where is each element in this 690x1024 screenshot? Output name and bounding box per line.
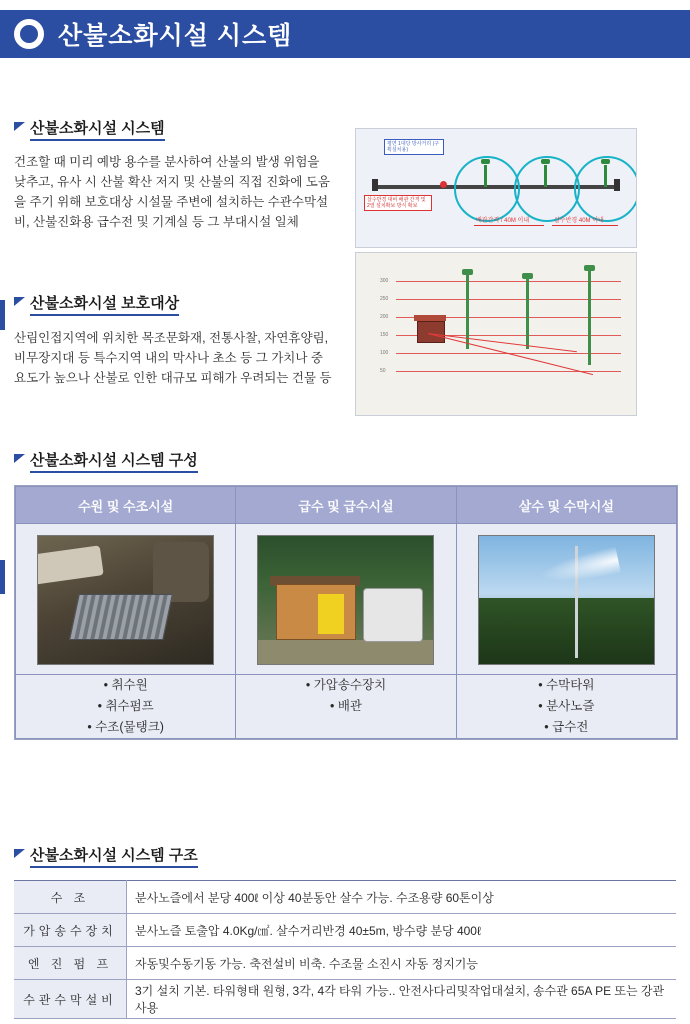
list-item-label: 급수전 xyxy=(552,720,589,734)
list-item: • 급수전 xyxy=(544,720,589,734)
items-cell-supply xyxy=(236,675,456,739)
sprinkler-layout-diagram xyxy=(355,128,637,248)
tower-head-icon xyxy=(584,265,595,271)
composition-table xyxy=(14,485,678,740)
terrain-profile-diagram xyxy=(355,252,637,416)
profile-axis-label: 300 xyxy=(380,278,389,284)
list-item-label: 배관 xyxy=(337,699,362,713)
profile-axis-label: 150 xyxy=(380,332,389,338)
water-tank-shape xyxy=(363,588,423,642)
tower-head-icon xyxy=(462,269,473,275)
ring-logo-icon xyxy=(14,19,44,49)
row-label-engine-pump: 엔 진 펌 프 xyxy=(14,947,127,980)
flag-marker-icon xyxy=(14,849,25,858)
list-item-label: 가압송수장치 xyxy=(313,678,387,692)
profile-axis-label: 250 xyxy=(380,296,389,302)
page-header xyxy=(0,10,690,58)
profile-axis-label: 50 xyxy=(380,368,386,374)
row-value-engine-pump: 자동및수동기동 가능. 축전설비 비축. 수조물 소진시 자동 정지기능 xyxy=(127,947,677,980)
column-header-supply: 급수 및 급수시설 xyxy=(236,487,456,524)
tower-mast xyxy=(526,277,529,349)
column-header-spray: 살수 및 수막시설 xyxy=(456,487,676,524)
diagram-note-blue: 평면 1대당 방사거리 (구획설치용) xyxy=(384,139,444,155)
spray-trajectory-line xyxy=(428,333,593,375)
list-item: • 배관 xyxy=(329,699,362,713)
structure-table xyxy=(14,880,676,1019)
intake-and-water-tank-photo xyxy=(37,535,214,665)
spray-radius-circle xyxy=(514,156,580,222)
section-heading-composition-label: 산불소화시설 시스템 구성 xyxy=(30,452,198,473)
flag-marker-icon xyxy=(14,297,25,306)
section-body-intro: 건조할 때 미리 예방 용수를 분사하여 산불의 발생 위험을 낮추고, 유사 시 산불 확산 저지 및 산불의 직접 진화에 도움을 주기 위해 보호대상 시설물 주변에 설치하는 수관수막설비, 산불진화용 급수전 및 기계실 등 그 부대시설 일체 xyxy=(14,155,330,229)
nozzle-head-icon xyxy=(541,159,550,164)
row-label-pressure-pump: 가압송수장치 xyxy=(14,914,127,947)
intake-pipe-shape xyxy=(37,545,104,584)
table-row xyxy=(14,980,676,1019)
section-heading-target xyxy=(14,295,179,316)
photo-cell-spray xyxy=(456,524,676,675)
list-item-label: 수조(물탱크) xyxy=(95,720,164,734)
list-item: • 취수펌프 xyxy=(97,699,154,713)
list-item: • 수조(물탱크) xyxy=(87,720,164,734)
tower-head-icon xyxy=(522,273,533,279)
row-label-water-tank: 수 조 xyxy=(14,881,127,914)
ground-shape xyxy=(258,640,433,664)
pump-house-shape xyxy=(276,584,356,640)
list-item-label: 수막타워 xyxy=(546,678,595,692)
photo-cell-water-source xyxy=(16,524,236,675)
table-header-row xyxy=(16,487,677,524)
dimension-label-left: 배관간격 / 40M 이내 xyxy=(476,218,530,224)
items-cell-water-source xyxy=(16,675,236,739)
dimension-line-left xyxy=(474,225,544,226)
dimension-label-right: 살수반경 40M 이내 xyxy=(554,218,604,224)
page-title: 산불소화시설 시스템 xyxy=(58,22,293,50)
profile-axis-label: 200 xyxy=(380,314,389,320)
nozzle-riser xyxy=(604,165,607,187)
list-item: • 취수원 xyxy=(103,678,148,692)
water-spray-shape xyxy=(537,546,621,590)
table-row xyxy=(14,881,676,914)
list-item: • 가압송수장치 xyxy=(305,678,387,692)
section-heading-structure-label: 산불소화시설 시스템 구조 xyxy=(30,847,198,868)
water-curtain-tower-photo xyxy=(478,535,655,665)
nozzle-head-icon xyxy=(601,159,610,164)
row-label-water-curtain: 수관수막설비 xyxy=(14,980,127,1019)
flag-marker-icon xyxy=(14,122,25,131)
section-heading-structure xyxy=(14,847,198,868)
left-edge-accent xyxy=(0,560,5,594)
section-body-target: 산림인접지역에 위치한 목조문화재, 전통사찰, 자연휴양림, 비무장지대 등 특수지역 내의 막사나 초소 등 그 가치나 중요도가 높으나 산불로 인한 대규모 피해가 우려되는 건물 등 xyxy=(14,331,332,385)
row-value-pressure-pump: 분사노즐 토출압 4.0Kg/㎠. 살수거리반경 40±5m, 방수량 분당 400ℓ xyxy=(127,914,677,947)
section-heading-intro xyxy=(14,120,165,141)
forest-shape xyxy=(479,598,654,664)
list-item: • 분사노즐 xyxy=(538,699,595,713)
list-item-label: 취수원 xyxy=(111,678,148,692)
door-shape xyxy=(318,594,344,634)
diagram-note-red: 살수반경 대비 배관 간격 및 2열 설치확보 방식 확보 xyxy=(364,195,432,211)
rock-shape xyxy=(153,542,209,602)
spray-radius-circle xyxy=(454,156,520,222)
list-item-label: 취수펌프 xyxy=(105,699,154,713)
flag-marker-icon xyxy=(14,454,25,463)
table-items-row xyxy=(16,675,677,739)
tower-mast xyxy=(588,269,591,365)
section-heading-intro-label: 산불소화시설 시스템 xyxy=(30,120,165,141)
row-value-water-tank: 분사노즐에서 분당 400ℓ 이상 40분동안 살수 가능. 수조용량 60톤이상 xyxy=(127,881,677,914)
table-row xyxy=(14,914,676,947)
pipe-end-cap-icon xyxy=(372,179,378,191)
photo-cell-supply xyxy=(236,524,456,675)
intake-grate-shape xyxy=(69,594,173,640)
protected-building-icon xyxy=(417,321,445,343)
column-header-water-source: 수원 및 수조시설 xyxy=(16,487,236,524)
nozzle-head-icon xyxy=(481,159,490,164)
row-value-water-curtain: 3기 설치 기본. 타워형태 원형, 3각, 4각 타워 가능.. 안전사다리및작업대설치, 송수관 65A PE 또는 강관 사용 xyxy=(127,980,677,1019)
nozzle-riser xyxy=(484,165,487,187)
section-heading-composition xyxy=(14,452,198,473)
valve-marker-icon xyxy=(440,181,447,188)
table-photo-row xyxy=(16,524,677,675)
pump-house-and-tank-photo xyxy=(257,535,434,665)
list-item-label: 분사노즐 xyxy=(546,699,595,713)
list-item: • 수막타워 xyxy=(538,678,595,692)
items-cell-spray xyxy=(456,675,676,739)
section-heading-target-label: 산불소화시설 보호대상 xyxy=(30,295,179,316)
table-row xyxy=(14,947,676,980)
left-edge-accent xyxy=(0,300,5,330)
nozzle-riser xyxy=(544,165,547,187)
profile-axis-label: 100 xyxy=(380,350,389,356)
dimension-line-right xyxy=(552,225,618,226)
